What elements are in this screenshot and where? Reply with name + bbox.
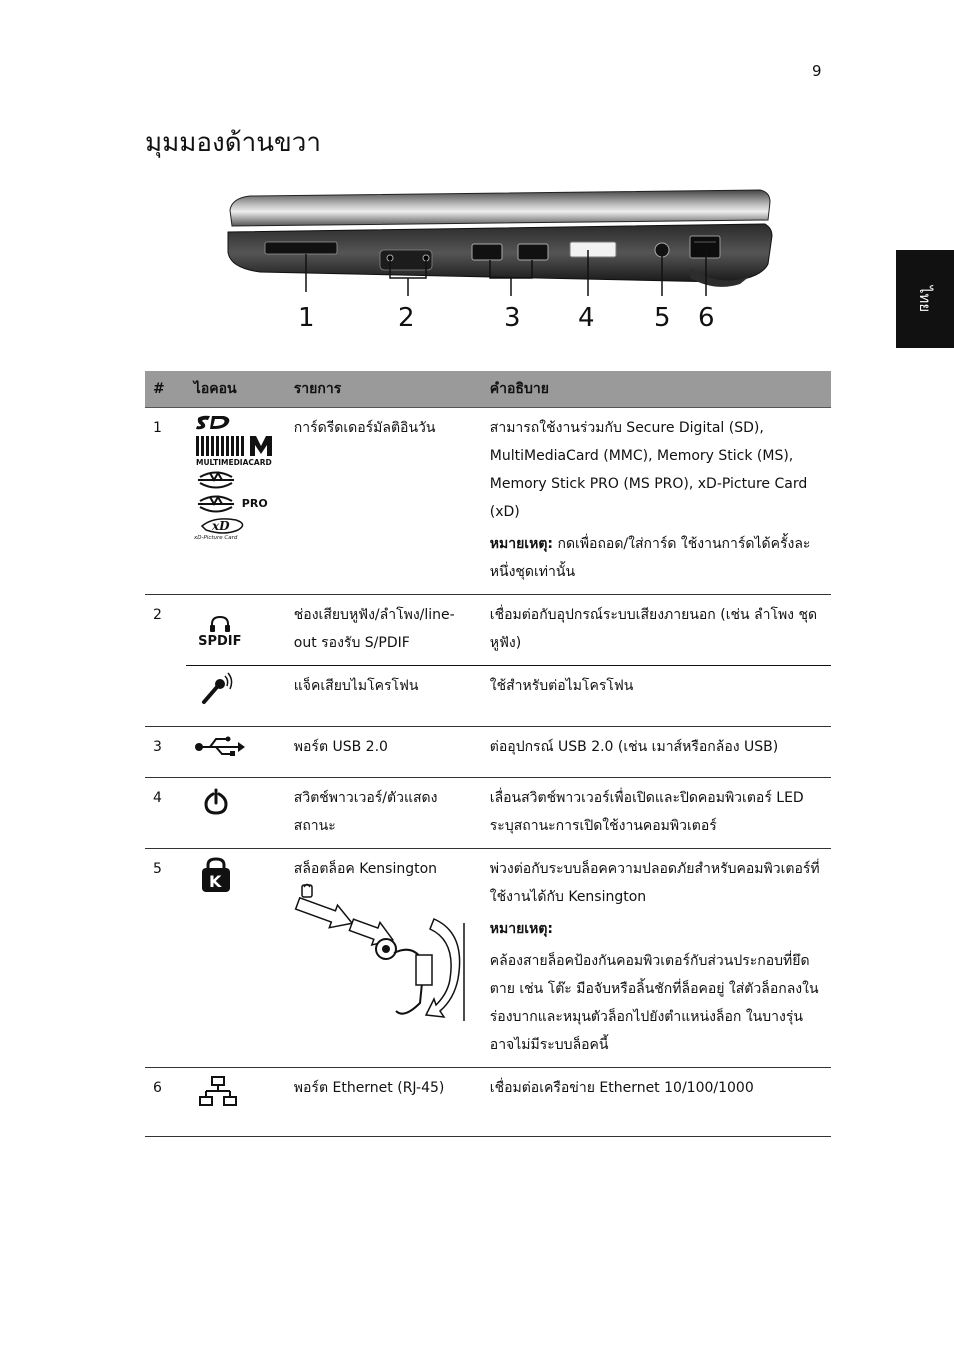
language-tab (896, 250, 954, 348)
kensington-lock-illustration (294, 883, 474, 1023)
note-label-text: หมายเหตุ: (489, 921, 554, 937)
laptop-side-illustration (220, 180, 800, 340)
row-icons (186, 849, 286, 1068)
callout-2: 2 (398, 303, 415, 333)
svg-text:xD: xD (211, 519, 230, 533)
laptop-right-side-figure (220, 180, 800, 340)
language-tab-label: ไทย (915, 285, 934, 313)
row-item: แจ็คเสียบไมโครโฟน (286, 666, 482, 727)
table-row (145, 408, 831, 595)
memory-stick-pro-icon (194, 492, 238, 514)
row-icons (186, 666, 286, 727)
ethernet-icon (194, 1074, 246, 1110)
note (490, 530, 823, 586)
row-number (145, 666, 186, 727)
row-item-text: สล็อตล็อค Kensington (293, 861, 438, 877)
row-description: เลื่อนสวิตช์พาวเวอร์เพื่อเปิดและปิดคอมพิวเตอร์ LED ระบุสถานะการเปิดใช้งานคอมพิวเตอร์ (482, 778, 831, 849)
row-number: 3 (145, 727, 186, 778)
page-title: มุมมองด้านขวา (145, 128, 321, 158)
row-number: 1 (145, 408, 186, 595)
row-icons (186, 408, 286, 595)
callout-1: 1 (298, 303, 315, 333)
table-row (145, 849, 831, 1068)
callout-3: 3 (504, 303, 521, 333)
note-text: คล้องสายล็อคป้องกันคอมพิวเตอร์กับส่วนประกอบที่ยึดตาย เช่น โต๊ะ มือจับหรือลิ้นชักที่ล็อคอยู่ ใส่ตัวล็อกลงในร่องบากและหมุนตัวล็อกไปยังตำแหน่งล็อก ในบางรุ่นอาจไม่มีระบบล็อคนี้ (489, 953, 819, 1053)
usb-icon (194, 733, 246, 759)
table-row (145, 778, 831, 849)
row-description (482, 849, 831, 1068)
xd-picture-card-label: xD-Picture Card (193, 535, 238, 540)
row-description: ต่ออุปกรณ์ USB 2.0 (เช่น เมาส์หรือกล้อง USB) (482, 727, 831, 778)
table-header-row (145, 371, 831, 408)
row-description: เชื่อมต่อเครือข่าย Ethernet 10/100/1000 (482, 1068, 831, 1137)
row-number: 6 (145, 1068, 186, 1137)
row-number: 2 (153, 607, 162, 623)
header-item: รายการ (286, 371, 482, 408)
row-description: เชื่อมต่อกับอุปกรณ์ระบบเสียงภายนอก (เช่น ลำโพง ชุดหูฟัง) (489, 607, 818, 651)
row-icons (186, 1068, 286, 1137)
row-icons (186, 595, 286, 666)
row-icons (186, 778, 286, 849)
description-text: สามารถใช้งานร่วมกับ Secure Digital (SD), MultiMediaCard (MMC), Memory Stick (MS), Memory Stick PRO (MS PRO), xD-Picture Card (xD) (489, 420, 808, 520)
table-row (145, 666, 831, 727)
table-row (145, 1068, 831, 1137)
microphone-icon (194, 672, 234, 708)
ports-table (145, 371, 831, 1137)
callout-5: 5 (654, 303, 671, 333)
row-item: พอร์ต USB 2.0 (286, 727, 482, 778)
note-text: กดเพื่อถอด/ใส่การ์ด ใช้งานการ์ดได้ครั้งละหนึ่งชุดเท่านั้น (489, 536, 811, 580)
row-item: พอร์ต Ethernet (RJ-45) (286, 1068, 482, 1137)
xd-picture-card-icon (194, 516, 250, 540)
header-description: คำอธิบาย (482, 371, 831, 408)
row-number: 5 (145, 849, 186, 1068)
multimediacard-icon (194, 434, 278, 466)
spdif-label: SPDIF (198, 634, 242, 649)
multimediacard-label: MULTIMEDIACARD (195, 458, 272, 466)
note-label: หมายเหตุ: (489, 536, 554, 552)
table-row (145, 727, 831, 778)
row-item: การ์ดรีดเดอร์มัลติอินวัน (286, 408, 482, 595)
callout-4: 4 (578, 303, 595, 333)
kensington-lock-icon (194, 855, 246, 895)
sd-card-icon (194, 414, 234, 432)
kensington-letter: K (208, 872, 222, 891)
row-number: 4 (145, 778, 186, 849)
page-number: 9 (812, 62, 822, 80)
row-description: ใช้สำหรับต่อไมโครโฟน (482, 666, 831, 727)
row-icons (186, 727, 286, 778)
header-number: # (145, 371, 186, 408)
note-label (490, 915, 823, 943)
description-text: พ่วงต่อกับระบบล็อคความปลอดภัยสำหรับคอมพิวเตอร์ที่ใช้งานได้กับ Kensington (489, 861, 820, 905)
memory-stick-icon (194, 468, 238, 490)
row-item (286, 849, 482, 1068)
header-icon: ไอคอน (186, 371, 286, 408)
headphone-icon (209, 615, 231, 633)
table-row (145, 595, 831, 666)
row-item: สวิตช์พาวเวอร์/ตัวแสดงสถานะ (286, 778, 482, 849)
memory-stick-pro-label: PRO (241, 496, 268, 510)
callout-6: 6 (698, 303, 715, 333)
row-description (482, 408, 831, 595)
row-item: ช่องเสียบหูฟัง/ลำโพง/line-out รองรับ S/PDIF (293, 607, 455, 651)
power-icon (194, 784, 246, 818)
